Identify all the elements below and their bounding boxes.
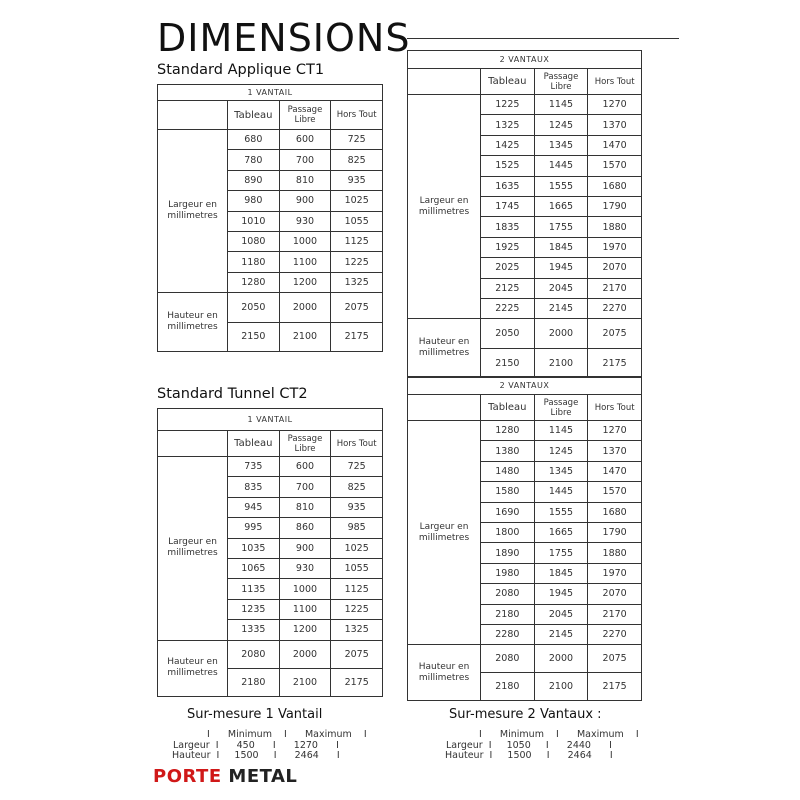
value-cell: 1345 bbox=[534, 135, 588, 155]
value-cell: 1380 bbox=[481, 441, 535, 461]
value-cell: 995 bbox=[228, 518, 280, 538]
value-cell: 1445 bbox=[534, 482, 588, 502]
logo-part-porte: PORTE bbox=[153, 766, 222, 787]
column-header: Hors Tout bbox=[331, 431, 383, 457]
table-row bbox=[408, 645, 642, 673]
value-cell: 1180 bbox=[228, 252, 280, 272]
value-cell: 2075 bbox=[331, 293, 383, 323]
value-cell: 1425 bbox=[481, 135, 535, 155]
value-cell: 1270 bbox=[588, 421, 642, 441]
column-header: Passage Libre bbox=[279, 101, 331, 130]
value-cell: 1480 bbox=[481, 461, 535, 481]
value-cell: 700 bbox=[279, 477, 331, 497]
value-cell: 1890 bbox=[481, 543, 535, 563]
value-cell: 1345 bbox=[534, 461, 588, 481]
header-empty-cell bbox=[408, 69, 481, 95]
sur-mesure-2-title: Sur-mesure 2 Vantaux : bbox=[449, 707, 602, 722]
value-cell: 1370 bbox=[588, 441, 642, 461]
value-cell: 2150 bbox=[228, 322, 280, 352]
value-cell: 1335 bbox=[228, 620, 280, 640]
value-cell: 1245 bbox=[534, 115, 588, 135]
applique-heading: Standard Applique CT1 bbox=[157, 62, 325, 78]
value-cell: 1280 bbox=[228, 272, 280, 292]
value-cell: 935 bbox=[331, 170, 383, 190]
value-cell: 2070 bbox=[588, 258, 642, 278]
applique-1-vantail-table bbox=[157, 84, 383, 352]
value-cell: 1580 bbox=[481, 482, 535, 502]
value-cell: 1970 bbox=[588, 237, 642, 257]
table-row bbox=[408, 421, 642, 441]
value-cell: 725 bbox=[331, 130, 383, 150]
value-cell: 1370 bbox=[588, 115, 642, 135]
value-cell: 2180 bbox=[481, 673, 535, 701]
value-cell: 2100 bbox=[534, 348, 588, 378]
value-cell: 1945 bbox=[534, 258, 588, 278]
largeur-label: Largeur en millimetres bbox=[158, 457, 228, 641]
value-cell: 2000 bbox=[534, 319, 588, 349]
value-cell: 1445 bbox=[534, 156, 588, 176]
hauteur-label: Hauteur en millimetres bbox=[158, 640, 228, 696]
column-header: Passage Libre bbox=[534, 395, 588, 421]
value-cell: 2000 bbox=[279, 293, 331, 323]
value-cell: 810 bbox=[279, 170, 331, 190]
value-cell: 2145 bbox=[534, 624, 588, 644]
value-cell: 1270 bbox=[588, 95, 642, 115]
value-cell: 1225 bbox=[481, 95, 535, 115]
value-cell: 1055 bbox=[331, 558, 383, 578]
value-cell: 2270 bbox=[588, 298, 642, 318]
value-cell: 1325 bbox=[331, 620, 383, 640]
value-cell: 1225 bbox=[331, 252, 383, 272]
title-rule bbox=[407, 38, 679, 39]
value-cell: 1745 bbox=[481, 196, 535, 216]
column-header: Tableau bbox=[481, 69, 535, 95]
value-cell: 930 bbox=[279, 211, 331, 231]
logo-part-metal: METAL bbox=[228, 766, 298, 787]
table-row bbox=[158, 293, 383, 323]
value-cell: 1135 bbox=[228, 579, 280, 599]
value-cell: 1755 bbox=[534, 543, 588, 563]
value-cell: 2000 bbox=[534, 645, 588, 673]
value-cell: 1035 bbox=[228, 538, 280, 558]
value-cell: 2175 bbox=[588, 348, 642, 378]
value-cell: 1125 bbox=[331, 231, 383, 251]
value-cell: 2000 bbox=[279, 640, 331, 668]
value-cell: 1200 bbox=[279, 620, 331, 640]
largeur-label: Largeur en millimetres bbox=[158, 130, 228, 293]
value-cell: 2045 bbox=[534, 604, 588, 624]
value-cell: 2100 bbox=[534, 673, 588, 701]
value-cell: 1100 bbox=[279, 252, 331, 272]
table-row bbox=[408, 319, 642, 349]
value-cell: 1555 bbox=[534, 176, 588, 196]
column-header: Tableau bbox=[228, 101, 280, 130]
value-cell: 1800 bbox=[481, 522, 535, 542]
table-row bbox=[408, 95, 642, 115]
value-cell: 2025 bbox=[481, 258, 535, 278]
value-cell: 1235 bbox=[228, 599, 280, 619]
value-cell: 810 bbox=[279, 497, 331, 517]
value-cell: 1200 bbox=[279, 272, 331, 292]
value-cell: 1025 bbox=[331, 191, 383, 211]
value-cell: 2170 bbox=[588, 604, 642, 624]
column-header: Tableau bbox=[228, 431, 280, 457]
value-cell: 1470 bbox=[588, 135, 642, 155]
value-cell: 2070 bbox=[588, 584, 642, 604]
value-cell: 600 bbox=[279, 130, 331, 150]
sur-mesure-1-title: Sur-mesure 1 Vantail bbox=[187, 707, 323, 722]
value-cell: 735 bbox=[228, 457, 280, 477]
value-cell: 1570 bbox=[588, 482, 642, 502]
hauteur-label: Hauteur en millimetres bbox=[408, 645, 481, 701]
sur-mesure-2-largeur: Largeur I 1050 I 2440 I bbox=[446, 740, 612, 751]
value-cell: 1525 bbox=[481, 156, 535, 176]
value-cell: 1000 bbox=[279, 231, 331, 251]
value-cell: 2050 bbox=[228, 293, 280, 323]
table-row bbox=[158, 130, 383, 150]
porte-metal-logo bbox=[153, 766, 297, 787]
value-cell: 1845 bbox=[534, 237, 588, 257]
sur-mesure-2-hauteur: Hauteur I 1500 I 2464 I bbox=[445, 750, 613, 761]
value-cell: 1470 bbox=[588, 461, 642, 481]
value-cell: 2075 bbox=[331, 640, 383, 668]
value-cell: 2170 bbox=[588, 278, 642, 298]
value-cell: 1690 bbox=[481, 502, 535, 522]
value-cell: 1555 bbox=[534, 502, 588, 522]
value-cell: 1635 bbox=[481, 176, 535, 196]
value-cell: 2080 bbox=[481, 645, 535, 673]
value-cell: 2075 bbox=[588, 645, 642, 673]
column-header: Hors Tout bbox=[588, 395, 642, 421]
value-cell: 2225 bbox=[481, 298, 535, 318]
header-empty-cell bbox=[158, 431, 228, 457]
value-cell: 680 bbox=[228, 130, 280, 150]
value-cell: 2270 bbox=[588, 624, 642, 644]
value-cell: 1000 bbox=[279, 579, 331, 599]
value-cell: 1570 bbox=[588, 156, 642, 176]
value-cell: 1065 bbox=[228, 558, 280, 578]
value-cell: 1790 bbox=[588, 196, 642, 216]
value-cell: 825 bbox=[331, 477, 383, 497]
value-cell: 1665 bbox=[534, 196, 588, 216]
tunnel-2-vantaux-table bbox=[407, 376, 642, 701]
value-cell: 1665 bbox=[534, 522, 588, 542]
value-cell: 1280 bbox=[481, 421, 535, 441]
value-cell: 1925 bbox=[481, 237, 535, 257]
value-cell: 935 bbox=[331, 497, 383, 517]
value-cell: 2145 bbox=[534, 298, 588, 318]
value-cell: 1945 bbox=[534, 584, 588, 604]
value-cell: 2150 bbox=[481, 348, 535, 378]
table-row bbox=[158, 457, 383, 477]
value-cell: 1980 bbox=[481, 563, 535, 583]
value-cell: 900 bbox=[279, 538, 331, 558]
value-cell: 1055 bbox=[331, 211, 383, 231]
value-cell: 725 bbox=[331, 457, 383, 477]
value-cell: 2180 bbox=[228, 668, 280, 696]
value-cell: 2175 bbox=[331, 322, 383, 352]
value-cell: 1880 bbox=[588, 543, 642, 563]
value-cell: 900 bbox=[279, 191, 331, 211]
largeur-label: Largeur en millimetres bbox=[408, 421, 481, 645]
value-cell: 1790 bbox=[588, 522, 642, 542]
value-cell: 980 bbox=[228, 191, 280, 211]
value-cell: 1145 bbox=[534, 95, 588, 115]
value-cell: 890 bbox=[228, 170, 280, 190]
value-cell: 1755 bbox=[534, 217, 588, 237]
sur-mesure-2-header: I Minimum I Maximum I bbox=[479, 729, 639, 740]
value-cell: 2080 bbox=[228, 640, 280, 668]
header-empty-cell bbox=[158, 101, 228, 130]
applique-2-vantaux-table bbox=[407, 50, 642, 378]
value-cell: 1010 bbox=[228, 211, 280, 231]
value-cell: 700 bbox=[279, 150, 331, 170]
value-cell: 1680 bbox=[588, 502, 642, 522]
value-cell: 600 bbox=[279, 457, 331, 477]
value-cell: 2175 bbox=[588, 673, 642, 701]
value-cell: 2080 bbox=[481, 584, 535, 604]
sur-mesure-1-hauteur: Hauteur I 1500 I 2464 I bbox=[172, 750, 340, 761]
value-cell: 835 bbox=[228, 477, 280, 497]
value-cell: 1325 bbox=[331, 272, 383, 292]
value-cell: 1880 bbox=[588, 217, 642, 237]
value-cell: 2125 bbox=[481, 278, 535, 298]
header-empty-cell bbox=[408, 395, 481, 421]
tunnel-1-vantail-table bbox=[157, 408, 383, 697]
column-header: Passage Libre bbox=[279, 431, 331, 457]
hauteur-label: Hauteur en millimetres bbox=[408, 319, 481, 378]
value-cell: 1025 bbox=[331, 538, 383, 558]
table-caption: 2 VANTAUX bbox=[408, 377, 642, 395]
page-title: DIMENSIONS bbox=[157, 16, 411, 60]
value-cell: 2175 bbox=[331, 668, 383, 696]
column-header: Tableau bbox=[481, 395, 535, 421]
value-cell: 1680 bbox=[588, 176, 642, 196]
table-caption: 1 VANTAIL bbox=[158, 85, 383, 101]
value-cell: 2050 bbox=[481, 319, 535, 349]
value-cell: 2075 bbox=[588, 319, 642, 349]
sur-mesure-1-largeur: Largeur I 450 I 1270 I bbox=[173, 740, 339, 751]
largeur-label: Largeur en millimetres bbox=[408, 95, 481, 319]
value-cell: 930 bbox=[279, 558, 331, 578]
column-header: Passage Libre bbox=[534, 69, 588, 95]
value-cell: 985 bbox=[331, 518, 383, 538]
value-cell: 1225 bbox=[331, 599, 383, 619]
value-cell: 1245 bbox=[534, 441, 588, 461]
value-cell: 2280 bbox=[481, 624, 535, 644]
value-cell: 2180 bbox=[481, 604, 535, 624]
value-cell: 1845 bbox=[534, 563, 588, 583]
sur-mesure-1-header: I Minimum I Maximum I bbox=[207, 729, 367, 740]
table-caption: 1 VANTAIL bbox=[158, 409, 383, 431]
value-cell: 860 bbox=[279, 518, 331, 538]
value-cell: 2045 bbox=[534, 278, 588, 298]
value-cell: 1970 bbox=[588, 563, 642, 583]
hauteur-label: Hauteur en millimetres bbox=[158, 293, 228, 352]
value-cell: 2100 bbox=[279, 322, 331, 352]
value-cell: 1325 bbox=[481, 115, 535, 135]
table-row bbox=[158, 640, 383, 668]
value-cell: 2100 bbox=[279, 668, 331, 696]
value-cell: 825 bbox=[331, 150, 383, 170]
value-cell: 780 bbox=[228, 150, 280, 170]
column-header: Hors Tout bbox=[331, 101, 383, 130]
value-cell: 1100 bbox=[279, 599, 331, 619]
value-cell: 1125 bbox=[331, 579, 383, 599]
value-cell: 945 bbox=[228, 497, 280, 517]
value-cell: 1145 bbox=[534, 421, 588, 441]
value-cell: 1835 bbox=[481, 217, 535, 237]
tunnel-heading: Standard Tunnel CT2 bbox=[157, 386, 308, 402]
column-header: Hors Tout bbox=[588, 69, 642, 95]
value-cell: 1080 bbox=[228, 231, 280, 251]
table-caption: 2 VANTAUX bbox=[408, 51, 642, 69]
